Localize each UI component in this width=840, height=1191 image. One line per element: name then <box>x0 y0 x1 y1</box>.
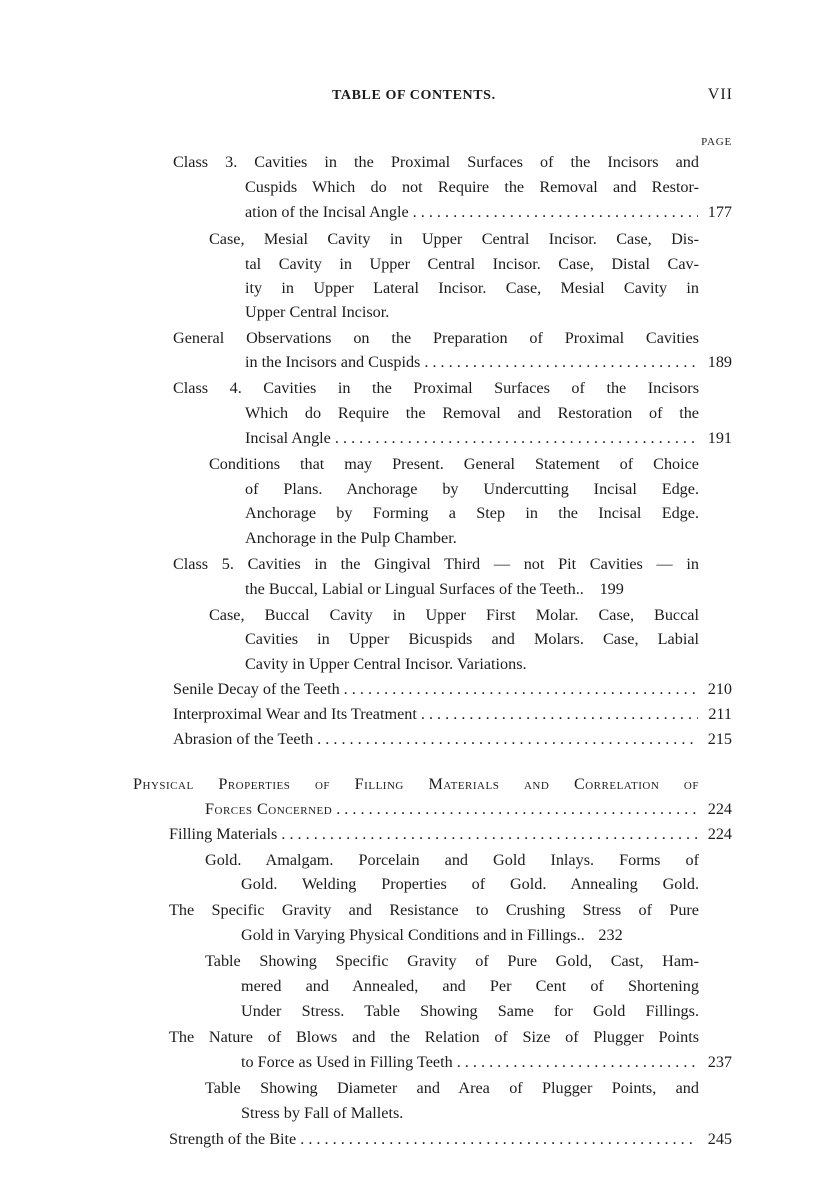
toc-entry: Filling Materials . . . 224 <box>169 822 732 846</box>
page-column-label: PAGE <box>701 136 732 148</box>
toc-entry: Under Stress. Table Showing Same for Gold Fillings. <box>241 1002 699 1020</box>
toc-entry: Cuspids Which do not Require the Removal and Restor- <box>245 178 699 196</box>
toc-entry: Incisal Angle . . . 191 <box>245 426 732 450</box>
toc-entry: Gold in Varying Physical Conditions and in Fillings.. 232 <box>241 926 623 944</box>
toc-entry: Upper Central Incisor. <box>245 303 390 321</box>
toc-entry: to Force as Used in Filling Teeth . . . 237 <box>241 1050 732 1074</box>
toc-entry: Anchorage by Forming a Step in the Incisal Edge. <box>245 504 699 522</box>
toc-entry: Case, Mesial Cavity in Upper Central Incisor. Case, Dis- <box>209 230 699 248</box>
toc-entry: tal Cavity in Upper Central Incisor. Case, Distal Cav- <box>245 255 699 273</box>
toc-section-heading: Physical Properties of Filling Materials and Correlation of <box>133 775 699 793</box>
toc-entry: Class 5. Cavities in the Gingival Third — not Pit Cavities — in <box>173 555 699 573</box>
toc-entry: Cavity in Upper Central Incisor. Variations. <box>245 655 527 673</box>
toc-entry: Interproximal Wear and Its Treatment . . . 211 <box>173 702 732 726</box>
toc-entry: Strength of the Bite . . . 245 <box>169 1127 732 1151</box>
toc-entry: Which do Require the Removal and Restoration of the <box>245 404 699 422</box>
running-title: TABLE OF CONTENTS. <box>332 88 496 103</box>
toc-entry: General Observations on the Preparation of Proximal Cavities <box>173 329 699 347</box>
toc-entry: Case, Buccal Cavity in Upper First Molar. Case, Buccal <box>209 606 699 624</box>
toc-entry: Senile Decay of the Teeth . . . 210 <box>173 677 732 701</box>
toc-entry: Abrasion of the Teeth . . . 215 <box>173 727 732 751</box>
toc-entry: Anchorage in the Pulp Chamber. <box>245 529 457 547</box>
toc-entry: Forces Concerned . . . 224 <box>205 797 732 821</box>
toc-entry: Gold. Amalgam. Porcelain and Gold Inlays. Forms of <box>205 851 699 869</box>
toc-entry: the Buccal, Labial or Lingual Surfaces of the Teeth.. 199 <box>245 580 624 598</box>
toc-entry: Gold. Welding Properties of Gold. Annealing Gold. <box>241 875 699 893</box>
toc-entry: Class 4. Cavities in the Proximal Surfaces of the Incisors <box>173 379 699 397</box>
toc-entry: Cavities in Upper Bicuspids and Molars. Case, Labial <box>245 630 699 648</box>
toc-entry: Class 3. Cavities in the Proximal Surfaces of the Incisors and <box>173 153 699 171</box>
toc-entry: Table Showing Specific Gravity of Pure Gold, Cast, Ham- <box>205 952 699 970</box>
toc-entry: Table Showing Diameter and Area of Plugger Points, and <box>205 1079 699 1097</box>
toc-entry: of Plans. Anchorage by Undercutting Incisal Edge. <box>245 480 699 498</box>
toc-entry: The Specific Gravity and Resistance to Crushing Stress of Pure <box>169 901 699 919</box>
toc-entry: The Nature of Blows and the Relation of Size of Plugger Points <box>169 1028 699 1046</box>
toc-entry: in the Incisors and Cuspids . . . 189 <box>245 350 732 374</box>
toc-entry: ation of the Incisal Angle . . . 177 <box>245 200 732 224</box>
page-number: VII <box>707 86 733 103</box>
toc-entry: ity in Upper Lateral Incisor. Case, Mesial Cavity in <box>245 279 699 297</box>
toc-entry: Conditions that may Present. General Statement of Choice <box>209 455 699 473</box>
toc-entry: mered and Annealed, and Per Cent of Shortening <box>241 977 699 995</box>
toc-entry: Stress by Fall of Mallets. <box>241 1104 404 1122</box>
